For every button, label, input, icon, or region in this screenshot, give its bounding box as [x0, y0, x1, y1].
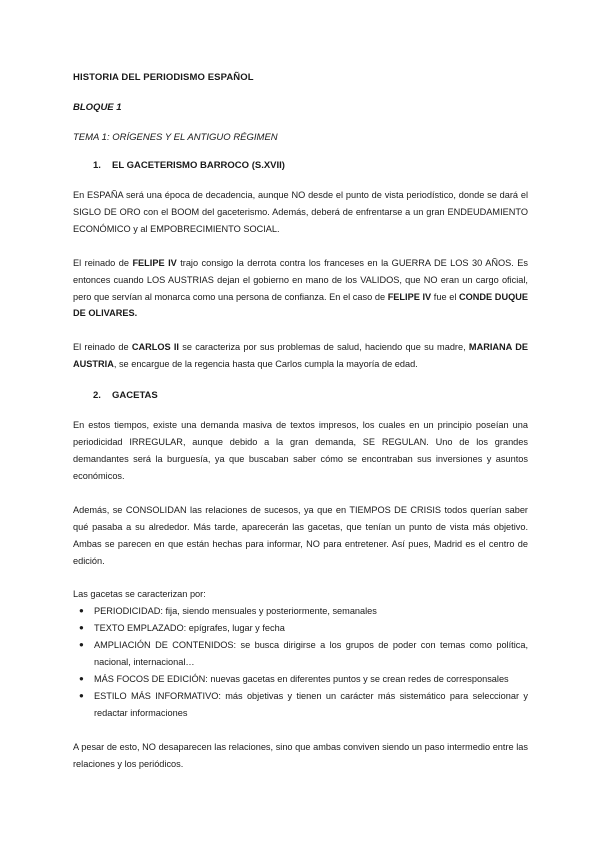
paragraph: A pesar de esto, NO desaparecen las relaciones, sino que ambas conviven siendo un paso intermedio entre las relaciones y los periódicos.	[73, 741, 528, 769]
section-number: 1.	[93, 160, 101, 171]
paragraph-text: El reinado de	[73, 257, 133, 268]
bullet-icon: ●	[79, 673, 84, 683]
tema-heading: TEMA 1: ORÍGENES Y EL ANTIGUO RÉGIMEN	[73, 132, 278, 143]
paragraph: En ESPAÑA será una época de decadencia, aunque NO desde el punto de vista periodístico, donde se dará el SIGLO DE ORO con el BOOM del gaceterismo. Además, deberá de enfrentarse a un gran ENDEUDAMIENTO ECONÓMICO y al EMPOBRECIMIENTO SOCIAL.	[73, 190, 528, 234]
list-item-text: PERIODICIDAD: fija, siendo mensuales y posteriormente, semanales	[94, 606, 377, 617]
section-title: GACETAS	[112, 390, 158, 402]
bold-term: CONDE DUQUE DE OLIVARES.	[73, 291, 528, 319]
bold-term: CARLOS II	[131, 342, 179, 353]
bullet-icon: ●	[79, 690, 84, 700]
list-item	[73, 671, 528, 688]
list-item-text: TEXTO EMPLAZADO: epígrafes, lugar y fecha	[94, 623, 285, 634]
bold-term: FELIPE IV	[132, 257, 177, 268]
paragraph-text: , se encargue de la regencia hasta que Carlos cumpla la mayoría de edad.	[113, 359, 418, 370]
bullet-icon: ●	[79, 640, 84, 650]
bullet-icon: ●	[79, 606, 84, 616]
list-intro: Las gacetas se caracterizan por:	[73, 589, 206, 600]
bloque-heading: BLOQUE 1	[73, 102, 122, 113]
paragraph-text: se caracteriza por sus problemas de salud, haciendo que su madre,	[179, 342, 469, 353]
section-heading-1	[93, 160, 528, 171]
list-item	[73, 603, 528, 620]
list-item	[73, 620, 528, 637]
bullet-icon: ●	[79, 623, 84, 633]
paragraph	[73, 339, 528, 373]
section-heading-2	[93, 390, 528, 401]
paragraph-text: El reinado de	[73, 342, 132, 353]
document-title: HISTORIA DEL PERIODISMO ESPAÑOL	[73, 72, 254, 83]
list-item	[73, 688, 528, 722]
list-item-text: AMPLIACIÓN DE CONTENIDOS: se busca dirigirse a los grupos de poder con temas como política, nacional, internacional…	[94, 640, 528, 668]
paragraph	[73, 255, 528, 323]
paragraph-text: trajo consigo la derrota contra los franceses en la GUERRA DE LOS 30 AÑOS. Es entonces cuando LOS AUSTRIAS dejan el gobierno en mano de los VALIDOS, que NO eran un cargo oficial, pero que servían al monarca como una persona de confianza. En el caso de	[73, 257, 528, 302]
section-title: EL GACETERISMO BARROCO (S.XVII)	[112, 160, 285, 171]
paragraph: Además, se CONSOLIDAN las relaciones de sucesos, ya que en TIEMPOS DE CRISIS todos querían saber qué pasaba a su alrededor. Más tarde, aparecerán las gacetas, que tenían un punto de vista más objetivo. Ambas se parecen en que están hechas para informar, NO para entretener. Así pues, Madrid es el centro de edición.	[73, 504, 528, 566]
list-item-text: MÁS FOCOS DE EDICIÓN: nuevas gacetas en diferentes puntos y se crean redes de corresponsales	[94, 673, 509, 684]
list-item-text: ESTILO MÁS INFORMATIVO: más objetivas y tienen un carácter más sistemático para seleccionar y redactar informaciones	[94, 690, 528, 718]
bold-term: FELIPE IV	[387, 291, 432, 302]
list-item	[73, 637, 528, 671]
characteristics-list	[73, 603, 528, 721]
paragraph-text: fue el	[431, 291, 459, 302]
bold-term: MARIANA DE AUSTRIA	[73, 342, 528, 370]
section-number: 2.	[93, 390, 101, 402]
paragraph: En estos tiempos, existe una demanda masiva de textos impresos, los cuales en un principio poseían una periodicidad IRREGULAR, aunque debido a la gran demanda, SE REGULAN. Uno de los grandes demandantes será la burguesía, ya que buscaban saber cómo se encontraban sus inversiones y asuntos económicos.	[73, 420, 528, 481]
